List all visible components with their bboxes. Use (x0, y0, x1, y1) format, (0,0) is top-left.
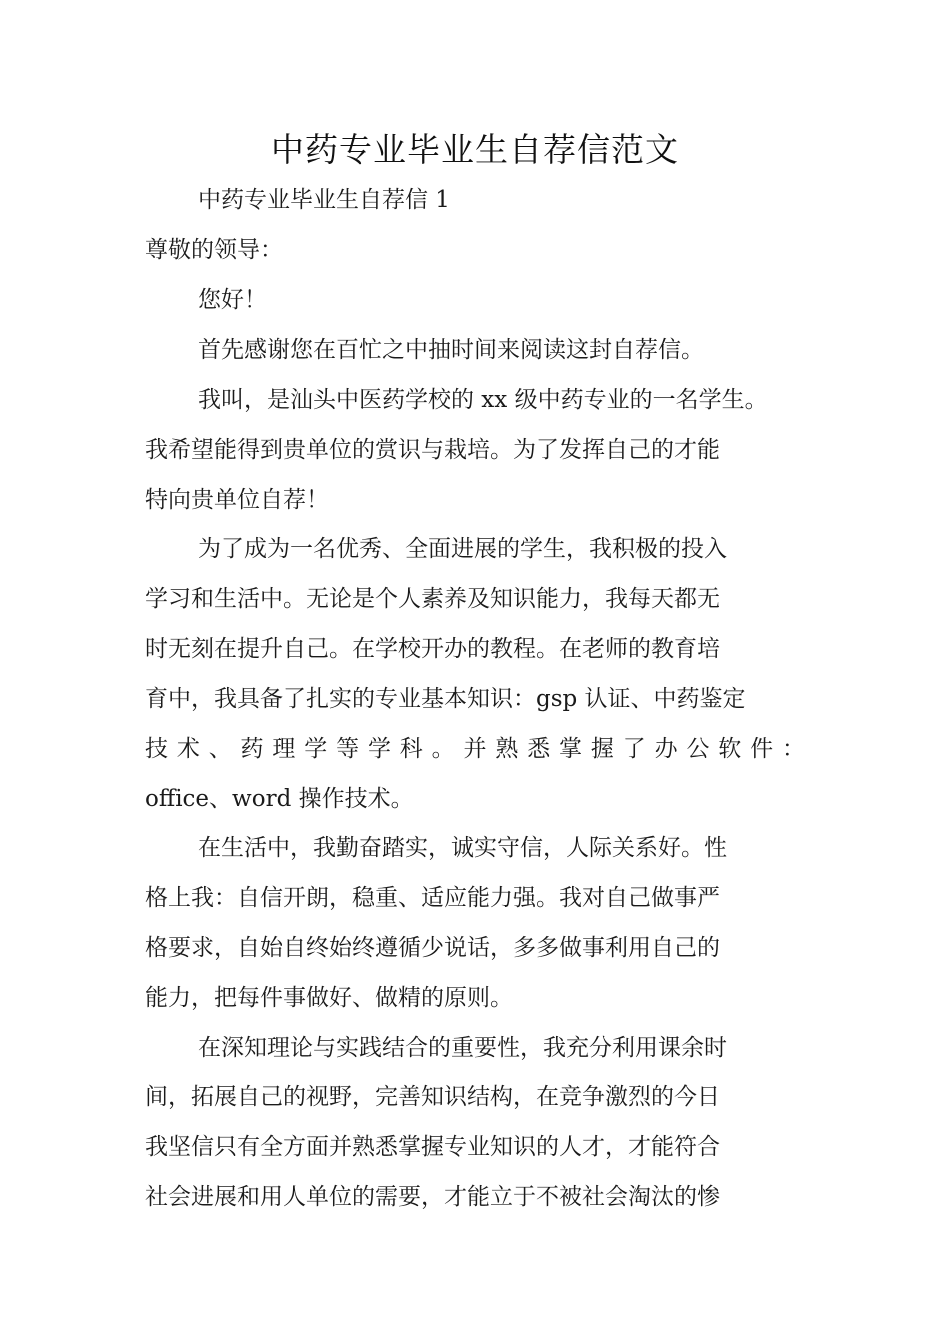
paragraph-line: office、word 操作技术。 (145, 786, 414, 812)
paragraph-line: 能力，把每件事做好、做精的原则。 (145, 985, 513, 1011)
paragraph-line: 格要求，自始自终始终遵循少说话，多多做事利用自己的 (145, 935, 720, 961)
greeting: 您好！ (198, 287, 267, 313)
paragraph-line: 社会进展和用人单位的需要，才能立于不被社会淘汰的惨 (145, 1184, 720, 1210)
salutation: 尊敬的领导： (145, 237, 283, 263)
paragraph-line: 我叫，是汕头中医药学校的 xx 级中药专业的一名学生。 (198, 387, 768, 413)
paragraph-line: 学习和生活中。无论是个人素养及知识能力，我每天都无 (145, 586, 720, 612)
paragraph-line: 技术、药理学等学科。并熟悉掌握了办公软件： (145, 736, 805, 762)
paragraph-line: 特向贵单位自荐！ (145, 487, 329, 513)
document-title: 中药专业毕业生自荐信范文 (271, 130, 679, 169)
paragraph-line: 我坚信只有全方面并熟悉掌握专业知识的人才，才能符合 (145, 1134, 720, 1160)
paragraph-line: 时无刻在提升自己。在学校开办的教程。在老师的教育培 (145, 636, 720, 662)
paragraph-line: 为了成为一名优秀、全面进展的学生，我积极的投入 (198, 536, 727, 562)
paragraph-line: 在生活中，我勤奋踏实，诚实守信，人际关系好。性 (198, 835, 727, 861)
paragraph-line: 首先感谢您在百忙之中抽时间来阅读这封自荐信。 (198, 337, 704, 363)
paragraph-line: 育中，我具备了扎实的专业基本知识：gsp 认证、中药鉴定 (145, 686, 746, 712)
paragraph-line: 在深知理论与实践结合的重要性，我充分利用课余时 (198, 1035, 727, 1061)
paragraph-line: 间，拓展自己的视野，完善知识结构，在竞争激烈的今日 (145, 1084, 720, 1110)
letter-heading: 中药专业毕业生自荐信 1 (198, 187, 450, 213)
paragraph-line: 我希望能得到贵单位的赏识与栽培。为了发挥自己的才能 (145, 437, 720, 463)
paragraph-line: 格上我：自信开朗，稳重、适应能力强。我对自己做事严 (145, 885, 720, 911)
